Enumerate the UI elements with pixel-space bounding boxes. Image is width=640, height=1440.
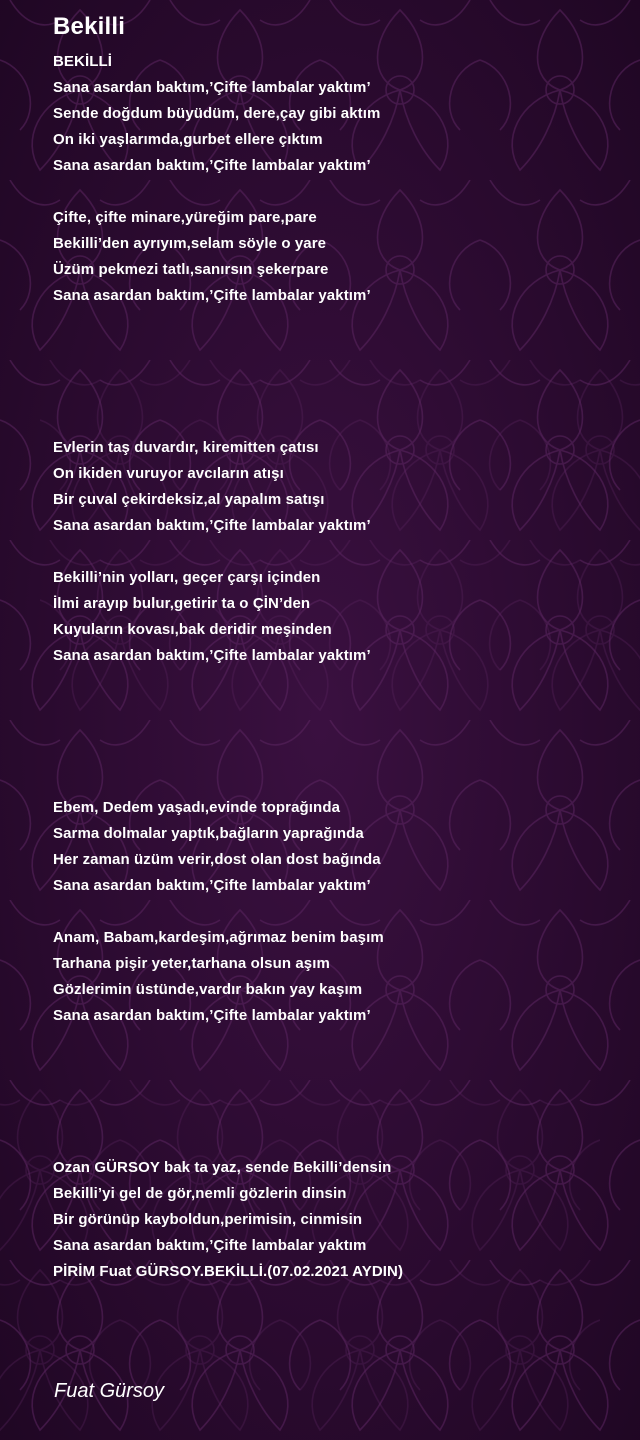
poem-line: Anam, Babam,kardeşim,ağrımaz benim başım: [53, 929, 384, 946]
poem-line: Sana asardan baktım,’Çifte lambalar yaktım’: [53, 517, 371, 534]
poem-line: Sende doğdum büyüdüm, dere,çay gibi aktım: [53, 105, 381, 122]
poem-line: PİRİM Fuat GÜRSOY.BEKİLLİ.(07.02.2021 AYDIN): [53, 1263, 404, 1280]
poem-line: Bekilli’den ayrıyım,selam söyle o yare: [53, 235, 327, 252]
poem-title: Bekilli: [53, 13, 126, 40]
poem-line: Tarhana pişir yeter,tarhana olsun aşım: [53, 955, 330, 972]
poem-line: Üzüm pekmezi tatlı,sanırsın şekerpare: [53, 261, 329, 278]
poem-line: İlmi arayıp bulur,getirir ta o ÇİN’den: [53, 595, 311, 612]
poem-line: Bir görünüp kayboldun,perimisin, cinmisin: [53, 1211, 363, 1228]
poem-line: Sana asardan baktım,’Çifte lambalar yaktım: [53, 1237, 367, 1254]
poem-line: Sana asardan baktım,’Çifte lambalar yaktım’: [53, 647, 371, 664]
poem-line: Sana asardan baktım,’Çifte lambalar yaktım’: [53, 287, 371, 304]
poem-author: Fuat Gürsoy: [54, 1380, 165, 1402]
poem-line: Evlerin taş duvardır, kiremitten çatısı: [53, 439, 319, 456]
poem-line: Bir çuval çekirdeksiz,al yapalım satışı: [53, 491, 325, 508]
poem-line: Sana asardan baktım,’Çifte lambalar yaktım’: [53, 79, 371, 96]
poem-line: Sana asardan baktım,’Çifte lambalar yaktım’: [53, 877, 371, 894]
poem-line: Çifte, çifte minare,yüreğim pare,pare: [53, 209, 317, 226]
poem-line: On ikiden vuruyor avcıların atışı: [53, 465, 284, 482]
poem-line: Sarma dolmalar yaptık,bağların yaprağında: [53, 825, 364, 842]
poem-line: Bekilli’yi gel de gör,nemli gözlerin dinsin: [53, 1185, 347, 1202]
poem-line: On iki yaşlarımda,gurbet ellere çıktım: [53, 131, 323, 148]
poem-line: Gözlerimin üstünde,vardır bakın yay kaşım: [53, 981, 363, 998]
poem-line: Ebem, Dedem yaşadı,evinde toprağında: [53, 799, 341, 816]
poem-line: Bekilli’nin yolları, geçer çarşı içinden: [53, 569, 321, 586]
poem-line: Sana asardan baktım,’Çifte lambalar yaktım’: [53, 157, 371, 174]
poem-line: Ozan GÜRSOY bak ta yaz, sende Bekilli’densin: [53, 1159, 392, 1176]
poem-line: Kuyuların kovası,bak deridir meşinden: [53, 621, 332, 638]
poem-line: Her zaman üzüm verir,dost olan dost bağında: [53, 851, 381, 868]
poem-line: BEKİLLİ: [53, 53, 113, 70]
poem-line: Sana asardan baktım,’Çifte lambalar yaktım’: [53, 1007, 371, 1024]
